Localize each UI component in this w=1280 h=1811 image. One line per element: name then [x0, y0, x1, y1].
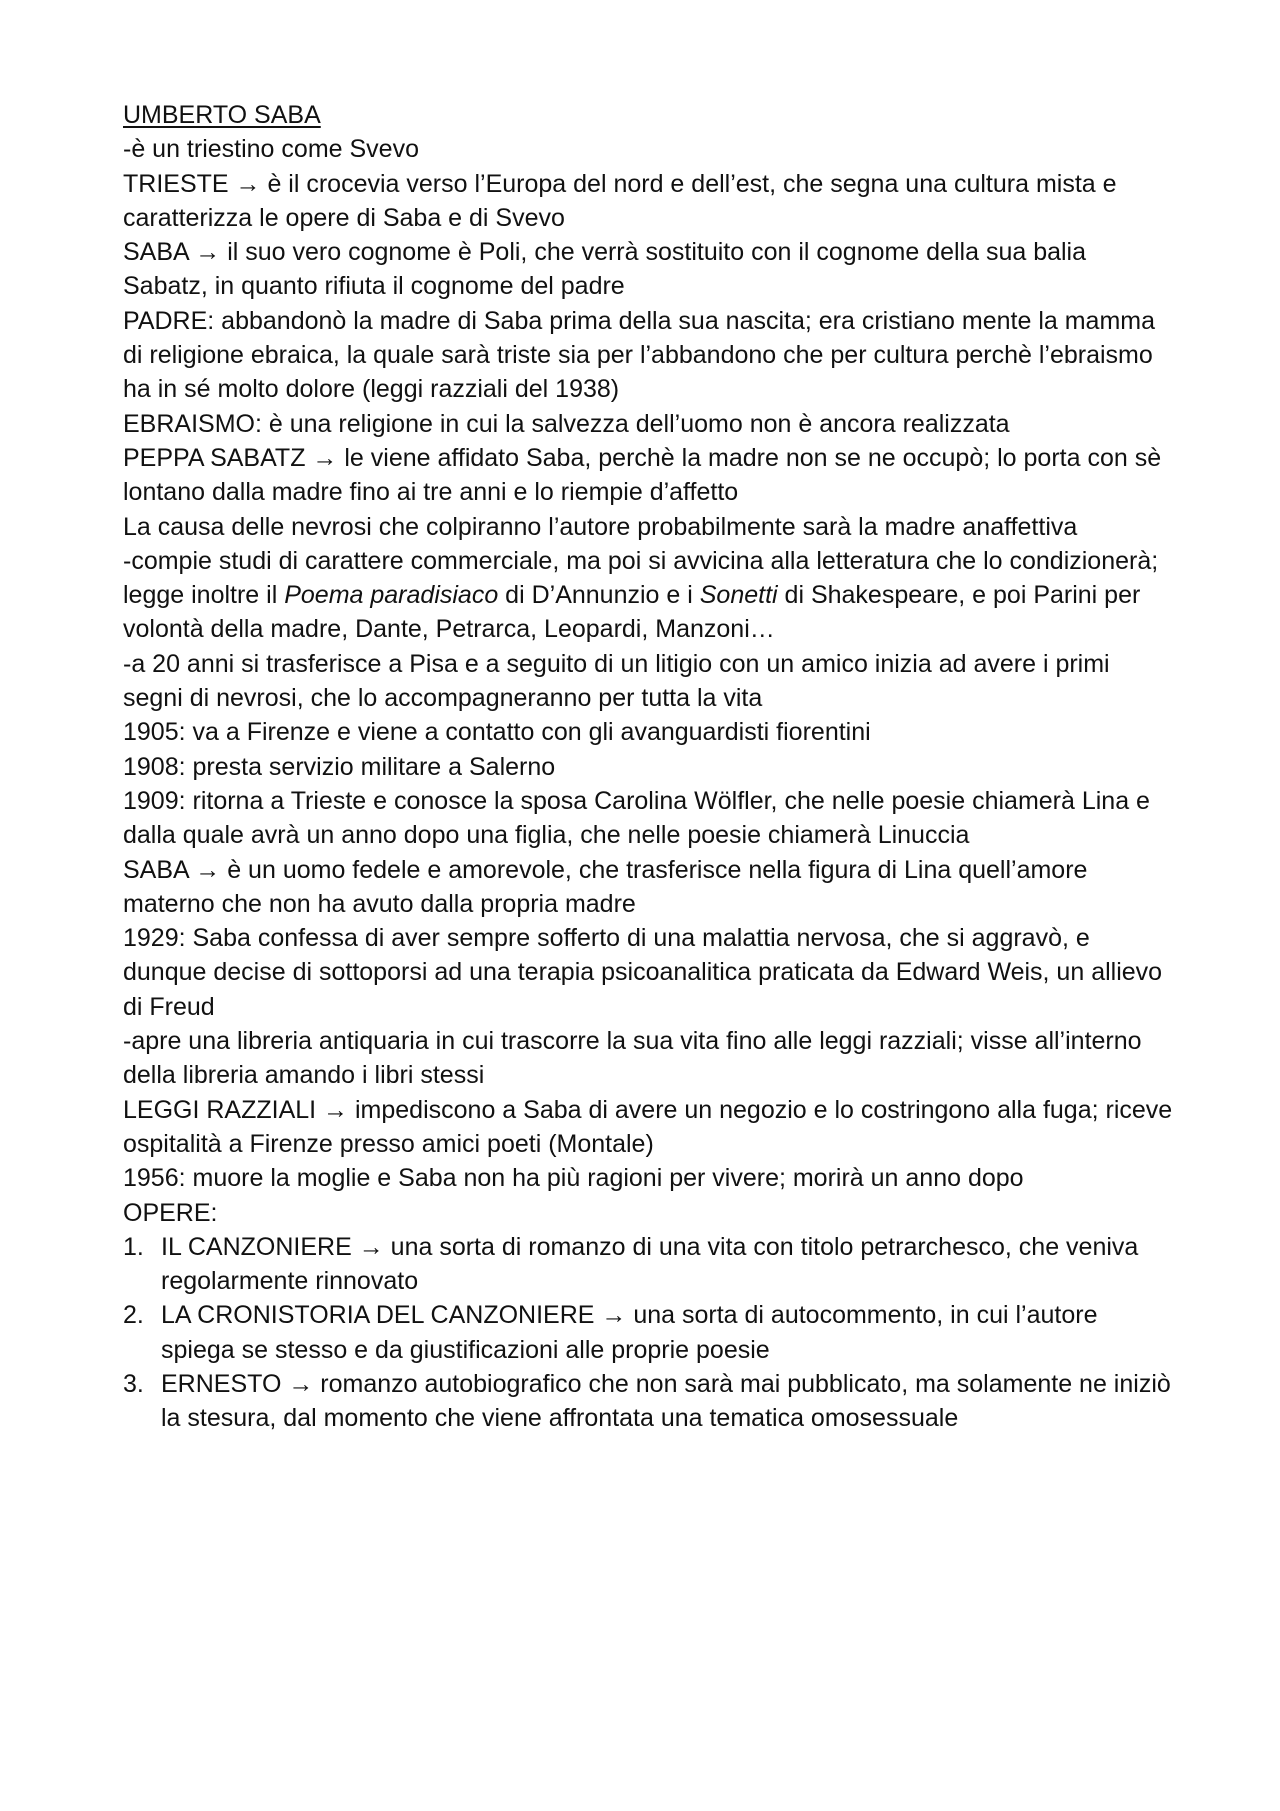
paragraph-1908: 1908: presta servizio militare a Salerno — [123, 752, 556, 781]
studi-italic-sonetti: Sonetti — [699, 581, 778, 610]
works-list — [123, 1230, 1173, 1436]
paragraph-1905: 1905: va a Firenze e viene a contatto con gli avanguardisti fiorentini — [123, 718, 871, 747]
studi-text-2: di D’Annunzio e i — [498, 581, 700, 610]
list-item-number: 1. — [123, 1232, 144, 1261]
studi-text-1: -compie studi di carattere commerciale, ma poi si avvicina alla letteratura che lo condizionerà; legge inoltre il — [123, 546, 1159, 610]
paragraph-1929: 1929: Saba confessa di aver sempre sofferto di una malattia nervosa, che si aggravò, e dunque decise di sottoporsi ad una terapia psicoanalitica praticata da Edward Weis, un allievo di Freud — [123, 924, 1163, 1021]
paragraph-1956: 1956: muore la moglie e Saba non ha più ragioni per vivere; morirà un anno dopo — [123, 1164, 1024, 1193]
paragraph-studi — [123, 544, 1173, 647]
document-body — [123, 98, 1173, 1436]
paragraph-trieste: TRIESTE → è il crocevia verso l’Europa del nord e dell’est, che segna una cultura mista e caratterizza le opere di Saba e di Svevo — [123, 169, 1117, 232]
paragraph-ebraismo: EBRAISMO: è una religione in cui la salvezza dell’uomo non è ancora realizzata — [123, 409, 1010, 438]
list-item-number: 2. — [123, 1301, 144, 1330]
paragraph-opere-heading: OPERE: — [123, 1198, 218, 1227]
studi-text-3: di Shakespeare, e poi Parini per volontà della madre, Dante, Petrarca, Leopardi, Manzoni… — [123, 581, 1141, 644]
paragraph-pisa: -a 20 anni si trasferisce a Pisa e a seguito di un litigio con un amico inizia ad avere i primi segni di nevrosi, che lo accompagneranno per tutta la vita — [123, 649, 1110, 713]
paragraph-peppa-sabatz: PEPPA SABATZ → le viene affidato Saba, perchè la madre non se ne occupò; lo porta con sè lontano dalla madre fino ai tre anni e lo riempie d’affetto — [123, 443, 1162, 507]
paragraph-padre: PADRE: abbandonò la madre di Saba prima della sua nascita; era cristiano mente la mamma di religione ebraica, la quale sarà triste sia per l’abbandono che per cultura perchè l’ebraismo ha in sé molto dolore (leggi razziali del 1938) — [123, 306, 1156, 404]
paragraph-libreria: -apre una libreria antiquaria in cui trascorre la sua vita fino alle leggi razziali; visse all’interno della libreria amando i libri stessi — [123, 1027, 1142, 1090]
list-item-text: LA CRONISTORIA DEL CANZONIERE → una sorta di autocommento, in cui l’autore spiega se stesso e da giustificazioni alle proprie poesie — [161, 1301, 1098, 1364]
paragraph-saba-fedele: SABA → è un uomo fedele e amorevole, che trasferisce nella figura di Lina quell’amore materno che non ha avuto dalla propria madre — [123, 855, 1088, 918]
list-item-number: 3. — [123, 1369, 144, 1398]
list-item — [123, 1230, 1173, 1299]
list-item — [123, 1298, 1173, 1367]
list-item-text: ERNESTO → romanzo autobiografico che non sarà mai pubblicato, ma solamente ne iniziò la stesura, dal momento che viene affrontata una tematica omosessuale — [161, 1369, 1171, 1433]
list-item — [123, 1367, 1173, 1436]
paragraph-leggi-razziali: LEGGI RAZZIALI → impediscono a Saba di avere un negozio e lo costringono alla fuga; riceve ospitalità a Firenze presso amici poeti (Montale) — [123, 1095, 1173, 1158]
document-title: UMBERTO SABA — [123, 101, 321, 129]
paragraph-nevrosi-causa: La causa delle nevrosi che colpiranno l’autore probabilmente sarà la madre anaffettiva — [123, 512, 1078, 541]
paragraph-triestino: -è un triestino come Svevo — [123, 135, 419, 164]
paragraph-1909: 1909: ritorna a Trieste e conosce la sposa Carolina Wölfler, che nelle poesie chiamerà Lina e dalla quale avrà un anno dopo una figlia, che nelle poesie chiamerà Linuccia — [123, 786, 1150, 850]
list-item-text: IL CANZONIERE → una sorta di romanzo di una vita con titolo petrarchesco, che veniva regolarmente rinnovato — [161, 1232, 1139, 1296]
paragraph-saba-cognome: SABA → il suo vero cognome è Poli, che verrà sostituito con il cognome della sua balia Sabatz, in quanto rifiuta il cognome del padre — [123, 238, 1087, 301]
studi-italic-poema: Poema paradisiaco — [284, 581, 499, 610]
